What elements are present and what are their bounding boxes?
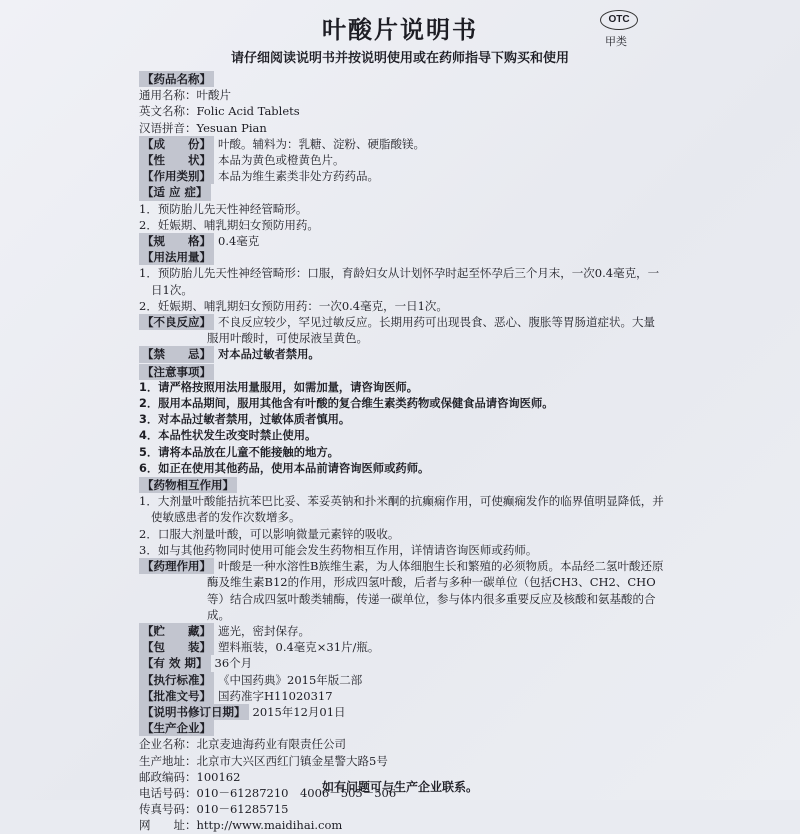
pharmacology-text: 叶酸是一种水溶性B族维生素，为人体细胞生长和繁殖的必须物质。本品经二氢叶酸还原酶及维生素B12的作用，形成四氢叶酸，后者与多种一碳单位（包括CH3、CH2、CHO 等）结合成四氢叶酸类辅酶，传递一碳单位，参与体内很多重要反应及核酸和氨基酸的合成。 [207, 559, 664, 622]
indications-heading: 【适 应 症】 [139, 184, 211, 200]
composition-text: 叶酸。辅料为：乳糖、淀粉、硬脂酸镁。 [218, 136, 425, 151]
precautions-heading: 【注意事项】 [139, 364, 214, 380]
document-title: 叶酸片说明书 [322, 16, 478, 44]
category-text: 本品为维生素类非处方药药品。 [218, 169, 379, 184]
document-subtitle: 请仔细阅读说明书并按说明使用或在药师指导下购买和使用 [230, 51, 569, 66]
manufacturer-address: 生产地址：北京市大兴区西红门镇金星警大路5号 [139, 753, 388, 768]
manufacturer-fax: 传真号码：010－61285715 [139, 802, 289, 817]
approval-text: 国药准字H11020317 [218, 688, 333, 703]
revision-text: 2015年12月01日 [252, 704, 346, 719]
pharmacology-heading: 【药理作用】 [139, 558, 214, 574]
interaction-item: 3．如与其他药物同时使用可能会发生药物相互作用，详情请咨询医师或药师。 [139, 542, 538, 557]
storage-heading: 【贮 藏】 [139, 623, 214, 639]
precaution-item: 3．对本品过敏者禁用，过敏体质者慎用。 [139, 413, 351, 427]
adverse-text: 不良反应较少，罕见过敏反应。长期用药可出现畏食、恶心、腹胀等胃肠道症状。大量服用叶酸时，可使尿液呈黄色。 [207, 315, 655, 346]
package-heading: 【包 装】 [139, 639, 214, 655]
indication-item: 1．预防胎儿先天性神经管畸形。 [139, 201, 308, 216]
precaution-item: 6．如正在使用其他药品，使用本品前请咨询医师或药师。 [139, 461, 430, 475]
contra-text: 对本品过敏者禁用。 [218, 348, 320, 362]
standard-text: 《中国药典》2015年版二部 [218, 672, 363, 687]
common-name: 通用名称：叶酸片 [139, 88, 231, 103]
drug-name-heading: 【药品名称】 [139, 71, 214, 87]
precaution-item: 5．请将本品放在儿童不能接触的地方。 [139, 445, 339, 459]
otc-badge: OTC [600, 10, 638, 30]
standard-heading: 【执行标准】 [139, 672, 214, 688]
english-name: 英文名称：Folic Acid Tablets [139, 104, 300, 119]
revision-heading: 【说明书修订日期】 [139, 704, 249, 720]
approval-heading: 【批准文号】 [139, 688, 214, 704]
indication-item: 2．妊娠期、哺乳期妇女预防用药。 [139, 217, 319, 232]
spec-text: 0.4毫克 [218, 234, 260, 249]
composition-heading: 【成 份】 [139, 136, 214, 152]
precaution-item: 1．请严格按照用法用量服用，如需加量，请咨询医师。 [139, 380, 418, 394]
dosage-item: 2．妊娠期、哺乳期妇女预防用药：一次0.4毫克，一日1次。 [139, 298, 448, 313]
adverse-heading: 【不良反应】 [139, 314, 214, 330]
category-heading: 【作用类别】 [139, 168, 214, 184]
package-text: 塑料瓶装，0.4毫克×31片/瓶。 [218, 640, 380, 655]
spec-heading: 【规 格】 [139, 233, 214, 249]
manufacturer-postcode: 邮政编码：100162 [139, 769, 241, 784]
manufacturer-name: 企业名称：北京麦迪海药业有限责任公司 [139, 737, 346, 752]
validity-text: 36个月 [214, 656, 253, 671]
validity-heading: 【有 效 期】 [139, 655, 211, 671]
dosage-heading: 【用法用量】 [139, 249, 214, 265]
leaflet-body [139, 71, 664, 834]
manufacturer-web: 网 址：http://www.maidihai.com [139, 818, 343, 833]
precaution-item: 2．服用本品期间，服用其他含有叶酸的复合维生素类药物或保健食品请咨询医师。 [139, 397, 554, 411]
manufacturer-phone: 电话号码：010－61287210 4006－505－506 [139, 785, 397, 800]
otc-class-label: 甲类 [605, 35, 627, 48]
interaction-item: 1．大剂量叶酸能拮抗苯巴比妥、苯妥英钠和扑米酮的抗癫痫作用，可使癫痫发作的临界值明显降低，并使敏感患者的发作次数增多。 [139, 494, 664, 525]
interactions-heading: 【药物相互作用】 [139, 477, 237, 493]
appearance-heading: 【性 状】 [139, 152, 214, 168]
appearance-text: 本品为黄色或橙黄色片。 [218, 153, 345, 168]
manufacturer-heading: 【生产企业】 [139, 720, 214, 736]
pinyin-name: 汉语拼音：Yesuan Pian [139, 120, 267, 135]
footer-note: 如有问题可与生产企业联系。 [321, 780, 478, 794]
interaction-item: 2．口服大剂量叶酸，可以影响微量元素锌的吸收。 [139, 526, 400, 541]
precaution-item: 4．本品性状发生改变时禁止使用。 [139, 429, 317, 443]
storage-text: 遮光，密封保存。 [218, 623, 310, 638]
contra-heading: 【禁 忌】 [139, 346, 214, 362]
dosage-item: 1．预防胎儿先天性神经管畸形：口服，育龄妇女从计划怀孕时起至怀孕后三个月末，一次0.4毫克，一日1次。 [139, 266, 660, 297]
